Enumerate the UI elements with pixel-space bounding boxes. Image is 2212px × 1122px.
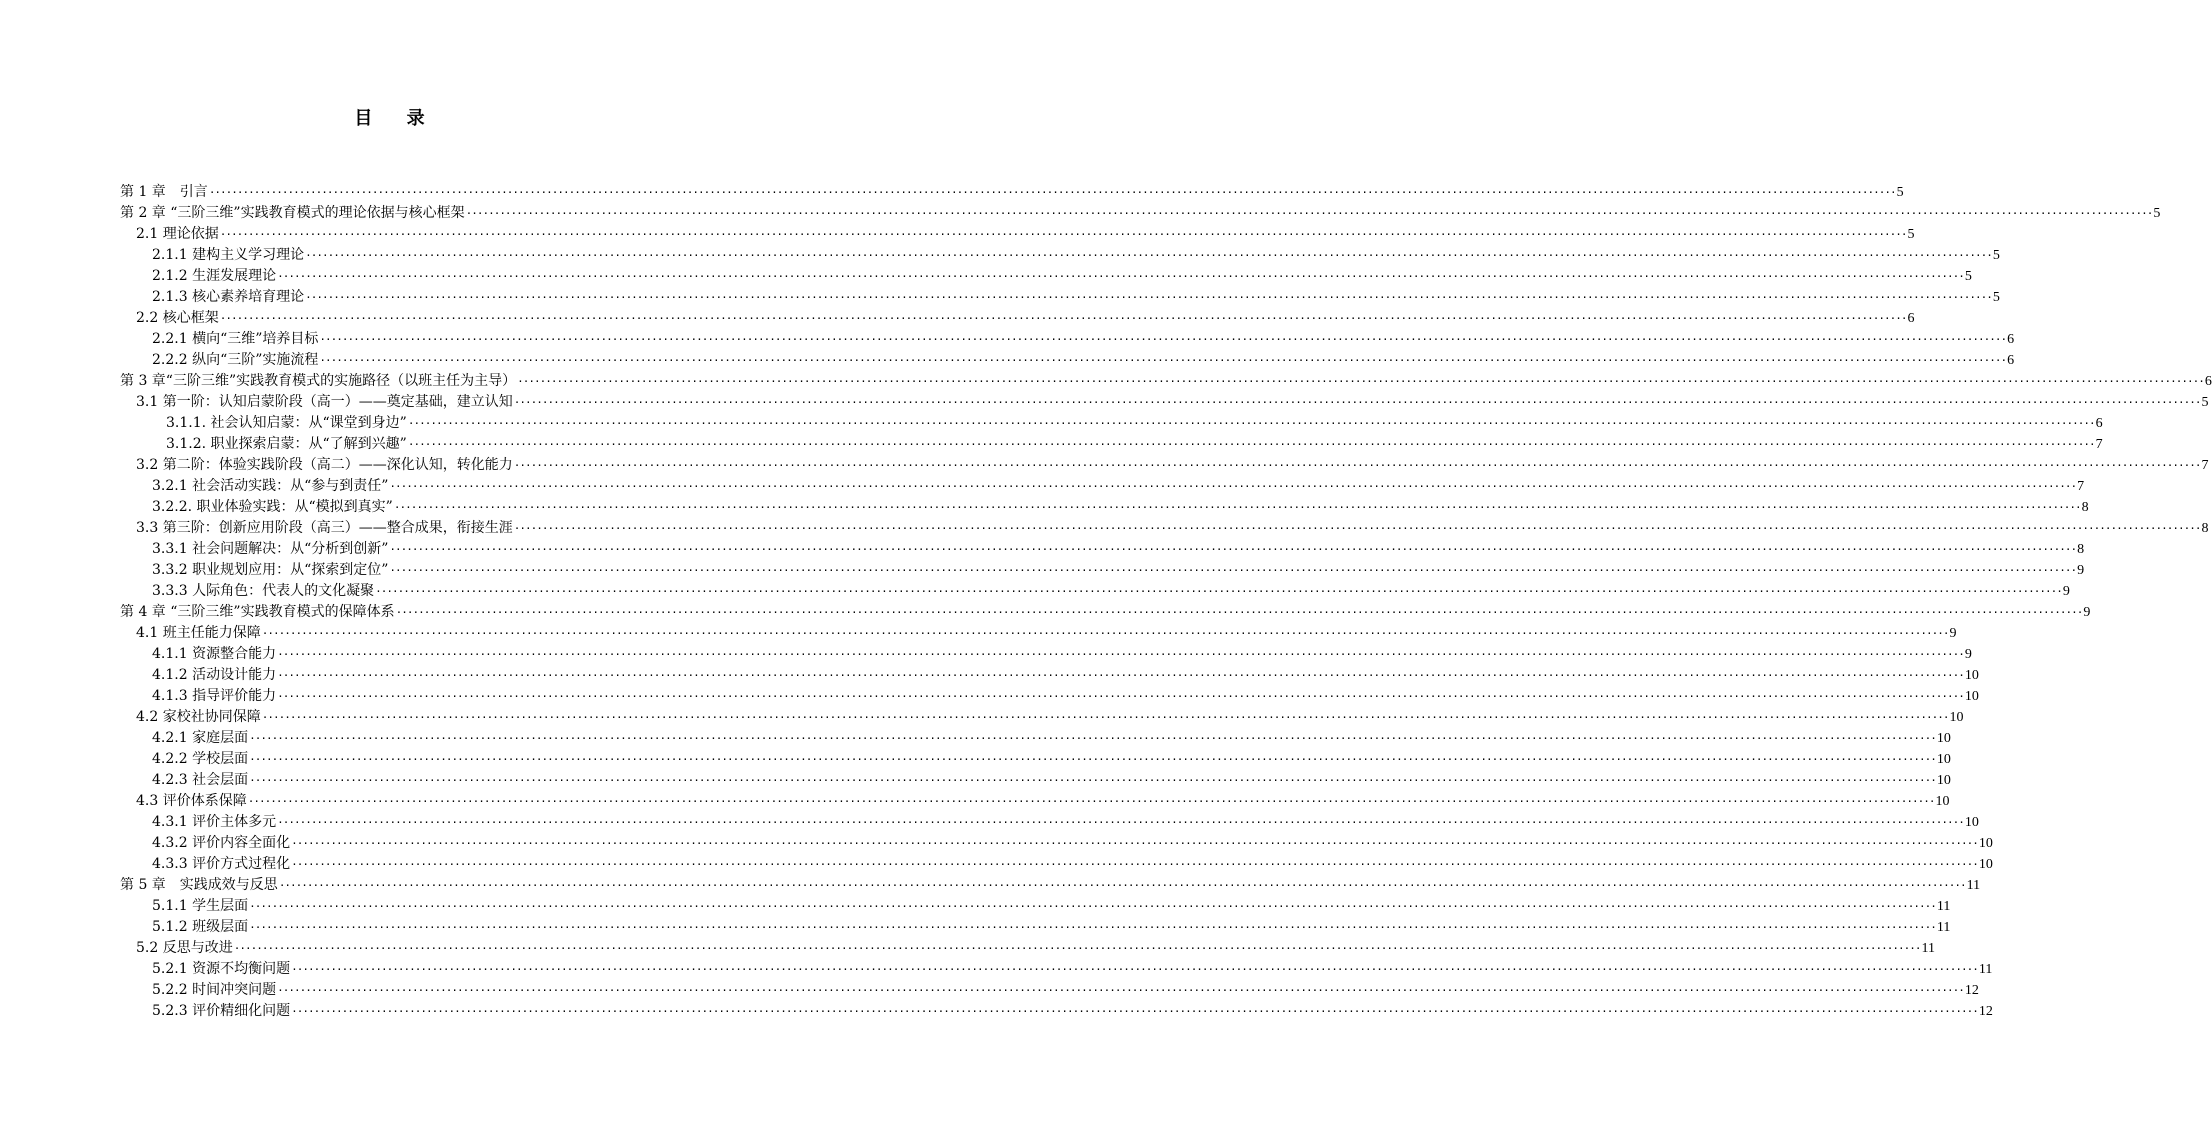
toc-entry[interactable] <box>120 182 1904 203</box>
toc-entry[interactable] <box>152 728 1951 749</box>
toc-leader-dots: ············································································································································································································································································································ <box>261 627 1949 640</box>
toc-entry-title: 2.1.3 核心素养培育理论 <box>152 289 305 305</box>
toc-page-number: 5 <box>1896 185 1904 200</box>
toc-page-number: 5 <box>1964 269 1972 284</box>
toc-entry-title: 3.1.1. 社会认知启蒙：从“课堂到身边” <box>166 415 407 431</box>
toc-page-number: 6 <box>2007 353 2015 368</box>
toc-entry-title: 3.1.2. 职业探索启蒙：从“了解到兴趣” <box>166 436 407 452</box>
toc-leader-dots: ············································································································································································································································································································ <box>465 207 2153 220</box>
toc-entry-title: 2.1.1 建构主义学习理论 <box>152 247 305 263</box>
toc-entry-title: 4.3.3 评价方式过程化 <box>152 856 291 872</box>
toc-entry-title: 第 5 章 实践成效与反思 <box>120 877 278 893</box>
toc-page-number: 9 <box>1949 626 1957 641</box>
toc-page-number: 5 <box>1907 227 1915 242</box>
toc-leader-dots: ············································································································································································································································································································ <box>233 942 1921 955</box>
toc-page-number: 6 <box>2007 332 2015 347</box>
toc-entry[interactable] <box>136 707 1964 728</box>
toc-entry-title: 2.2.1 横向“三维”培养目标 <box>152 331 319 347</box>
toc-entry-title: 5.2.3 评价精细化问题 <box>152 1003 291 1019</box>
toc-leader-dots: ············································································································································································································································································································ <box>249 774 1936 787</box>
toc-entry[interactable] <box>152 665 1979 686</box>
toc-page-number: 6 <box>2095 416 2103 431</box>
toc-entry[interactable] <box>152 812 1979 833</box>
toc-entry[interactable] <box>152 329 2015 350</box>
toc-entry[interactable] <box>152 686 1979 707</box>
toc-page-number: 5 <box>1992 290 2000 305</box>
toc-page-number: 12 <box>1964 983 1979 998</box>
toc-leader-dots: ············································································································································································································································································································ <box>249 900 1936 913</box>
toc-leader-dots: ············································································································································································································································································································ <box>393 501 2081 514</box>
toc-page-number: 7 <box>2095 437 2103 452</box>
toc-entry[interactable] <box>152 854 1993 875</box>
toc-entry[interactable] <box>152 896 1951 917</box>
toc-leader-dots: ············································································································································································································································································································ <box>513 522 2201 535</box>
toc-entry-title: 4.1 班主任能力保障 <box>136 625 261 641</box>
toc-entry-title: 3.2.2. 职业体验实践：从“模拟到真实” <box>152 499 393 515</box>
toc-page-number: 10 <box>1964 668 1979 683</box>
toc-page-number: 8 <box>2081 500 2089 515</box>
toc-leader-dots: ············································································································································································································································································································ <box>278 879 1966 892</box>
toc-entry[interactable] <box>120 203 2161 224</box>
toc-leader-dots: ············································································································································································································································································································ <box>291 963 1978 976</box>
toc-entry-title: 4.3.1 评价主体多元 <box>152 814 277 830</box>
toc-entry[interactable] <box>136 392 2209 413</box>
toc-entry[interactable] <box>136 623 1957 644</box>
toc-page-number: 10 <box>1949 710 1964 725</box>
toc-leader-dots: ············································································································································································································································································································ <box>375 585 2062 598</box>
toc-entry-title: 5.2 反思与改进 <box>136 940 233 956</box>
toc-leader-dots: ············································································································································································································································································································ <box>277 816 1964 829</box>
toc-leader-dots: ············································································································································································································································································································ <box>208 186 1896 199</box>
toc-entry[interactable] <box>136 938 1935 959</box>
toc-page-number: 6 <box>1907 311 1915 326</box>
toc-page-number: 10 <box>1978 857 1993 872</box>
toc-entry[interactable] <box>120 371 2212 392</box>
toc-page-number: 9 <box>2083 605 2091 620</box>
toc-entry[interactable] <box>152 917 1951 938</box>
toc-entry-title: 2.1 理论依据 <box>136 226 219 242</box>
toc-page-number: 7 <box>2201 458 2209 473</box>
toc-leader-dots: ············································································································································································································································································································ <box>277 648 1964 661</box>
toc-entry-title: 3.3.1 社会问题解决：从“分析到创新” <box>152 541 389 557</box>
toc-entry[interactable] <box>136 455 2209 476</box>
page-title: 目 录 <box>354 108 439 129</box>
toc-entry-title: 4.2.1 家庭层面 <box>152 730 249 746</box>
toc-page-number: 10 <box>1936 731 1951 746</box>
toc-entry-title: 3.1 第一阶：认知启蒙阶段（高一）——奠定基础，建立认知 <box>136 394 513 410</box>
toc-page-number: 5 <box>1992 248 2000 263</box>
toc-entry[interactable] <box>152 770 1951 791</box>
toc-page-number: 9 <box>2077 563 2085 578</box>
toc-entry-title: 5.1.1 学生层面 <box>152 898 249 914</box>
toc-page-number: 10 <box>1936 752 1951 767</box>
toc-entry[interactable] <box>152 1001 1993 1022</box>
toc-entry-title: 3.3 第三阶：创新应用阶段（高三）——整合成果，衔接生涯 <box>136 520 513 536</box>
toc-entry-title: 第 3 章“三阶三维”实践教育模式的实施路径（以班主任为主导） <box>120 373 517 389</box>
toc-leader-dots: ············································································································································································································································································································ <box>407 417 2095 430</box>
toc-entry[interactable] <box>152 980 1979 1001</box>
toc-entry[interactable] <box>152 476 2085 497</box>
toc-leader-dots: ············································································································································································································································································································ <box>291 837 1978 850</box>
toc-leader-dots: ············································································································································································································································································································ <box>277 690 1964 703</box>
toc-page-number: 11 <box>1936 920 1951 935</box>
toc-page-number: 10 <box>1964 815 1979 830</box>
toc-entry[interactable] <box>152 749 1951 770</box>
toc-entry[interactable] <box>120 602 2091 623</box>
toc-page-number: 9 <box>1964 647 1972 662</box>
toc-leader-dots: ············································································································································································································································································································ <box>291 858 1978 871</box>
toc-leader-dots: ············································································································································································································································································································ <box>319 354 2007 367</box>
toc-entry[interactable] <box>136 308 1915 329</box>
toc-page-number: 10 <box>1936 773 1951 788</box>
toc-page-number: 10 <box>1978 836 1993 851</box>
toc-leader-dots: ············································································································································································································································································································ <box>219 312 1907 325</box>
toc-page-number: 11 <box>1936 899 1951 914</box>
toc-entry[interactable] <box>152 497 2089 518</box>
toc-page-number: 7 <box>2077 479 2085 494</box>
toc-entry-title: 2.2 核心框架 <box>136 310 219 326</box>
toc-entry[interactable] <box>152 287 2000 308</box>
toc-entry[interactable] <box>152 539 2085 560</box>
toc-leader-dots: ············································································································································································································································································································ <box>319 333 2007 346</box>
toc-leader-dots: ············································································································································································································································································································ <box>219 228 1907 241</box>
toc-entry-title: 3.2 第二阶：体验实践阶段（高二）——深化认知，转化能力 <box>136 457 513 473</box>
toc-leader-dots: ············································································································································································································································································································ <box>389 480 2077 493</box>
toc-leader-dots: ············································································································································································································································································································ <box>305 291 1992 304</box>
toc-page-number: 11 <box>1978 962 1993 977</box>
toc-leader-dots: ············································································································································································································································································································ <box>261 711 1949 724</box>
toc-leader-dots: ············································································································································································································································································································ <box>513 459 2201 472</box>
toc-page-number: 6 <box>2204 374 2212 389</box>
toc-entry[interactable] <box>166 434 2103 455</box>
toc-entry[interactable] <box>152 266 1972 287</box>
toc-entry-title: 4.1.1 资源整合能力 <box>152 646 277 662</box>
toc-entry-title: 4.1.3 指导评价能力 <box>152 688 277 704</box>
toc-entry-title: 2.2.2 纵向“三阶”实施流程 <box>152 352 319 368</box>
toc-entry-title: 5.1.2 班级层面 <box>152 919 249 935</box>
toc-leader-dots: ············································································································································································································································································································ <box>291 1005 1978 1018</box>
toc-entry-title: 2.1.2 生涯发展理论 <box>152 268 277 284</box>
toc-page-number: 11 <box>1921 941 1935 956</box>
toc-entry-title: 4.2.2 学校层面 <box>152 751 249 767</box>
toc-page-number: 9 <box>2062 584 2070 599</box>
toc-entry[interactable] <box>136 518 2209 539</box>
toc-leader-dots: ············································································································································································································································································································ <box>249 732 1936 745</box>
toc-entry[interactable] <box>120 875 1981 896</box>
toc-page-number: 8 <box>2077 542 2085 557</box>
toc-leader-dots: ············································································································································································································································································································ <box>389 564 2077 577</box>
toc-page-number: 12 <box>1978 1004 1993 1019</box>
toc-leader-dots: ············································································································································································································································································································ <box>249 753 1936 766</box>
toc-entry-title: 第 1 章 引言 <box>120 184 208 200</box>
toc-leader-dots: ············································································································································································································································································································ <box>395 606 2083 619</box>
toc-entry[interactable] <box>152 644 1972 665</box>
toc-entry[interactable] <box>152 350 2015 371</box>
toc-page-number: 5 <box>2153 206 2161 221</box>
toc-page-number: 10 <box>1964 689 1979 704</box>
toc-leader-dots: ············································································································································································································································································································ <box>277 669 1964 682</box>
toc-entry-title: 5.2.1 资源不均衡问题 <box>152 961 291 977</box>
toc-entry[interactable] <box>166 413 2103 434</box>
toc-entry[interactable] <box>152 560 2085 581</box>
toc-leader-dots: ············································································································································································································································································································ <box>305 249 1992 262</box>
toc-leader-dots: ············································································································································································································································································································ <box>277 270 1964 283</box>
toc-entry-title: 3.3.3 人际角色：代表人的文化凝聚 <box>152 583 375 599</box>
toc-entry-title: 4.2 家校社协同保障 <box>136 709 261 725</box>
toc-leader-dots: ············································································································································································································································································································ <box>247 795 1935 808</box>
toc-entry-title: 4.1.2 活动设计能力 <box>152 667 277 683</box>
toc-entry-title: 4.3.2 评价内容全面化 <box>152 835 291 851</box>
toc-page-number: 11 <box>1966 878 1981 893</box>
toc-entry[interactable] <box>152 245 2000 266</box>
toc-leader-dots: ············································································································································································································································································································ <box>249 921 1936 934</box>
toc-page-number: 8 <box>2201 521 2209 536</box>
toc-leader-dots: ············································································································································································································································································································ <box>517 375 2204 388</box>
toc-leader-dots: ············································································································································································································································································································ <box>407 438 2095 451</box>
toc-entry[interactable] <box>136 791 1950 812</box>
toc-page-number: 5 <box>2201 395 2209 410</box>
toc-leader-dots: ············································································································································································································································································································ <box>277 984 1964 997</box>
toc-entry-title: 第 2 章 “三阶三维”实践教育模式的理论依据与核心框架 <box>120 205 465 221</box>
toc-entry[interactable] <box>152 833 1993 854</box>
toc-entry-title: 第 4 章 “三阶三维”实践教育模式的保障体系 <box>120 604 395 620</box>
toc-leader-dots: ············································································································································································································································································································ <box>389 543 2077 556</box>
toc-entry-title: 3.3.2 职业规划应用：从“探索到定位” <box>152 562 389 578</box>
toc-entry[interactable] <box>152 959 1993 980</box>
toc-entry[interactable] <box>136 224 1915 245</box>
toc-entry-title: 4.3 评价体系保障 <box>136 793 247 809</box>
toc-page-number: 10 <box>1935 794 1950 809</box>
toc-entry-title: 5.2.2 时间冲突问题 <box>152 982 277 998</box>
toc-entry[interactable] <box>152 581 2070 602</box>
toc-entry-title: 4.2.3 社会层面 <box>152 772 249 788</box>
toc-entry-title: 3.2.1 社会活动实践：从“参与到责任” <box>152 478 389 494</box>
toc-leader-dots: ············································································································································································································································································································ <box>513 396 2201 409</box>
